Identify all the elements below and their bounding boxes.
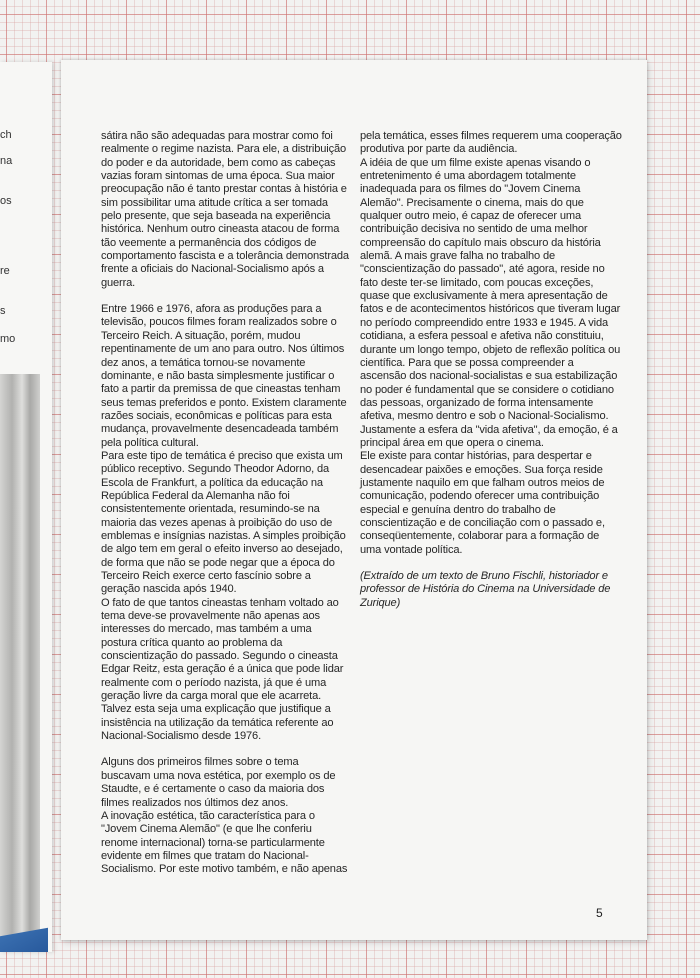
paragraph: A idéia de que um filme existe apenas visando o entretenimento é uma abordagem totalmente inadequada para os filmes do "Jovem Cinema Alemão". Precisamente o cinema, mais do que qualquer outro meio, é capaz de oferecer uma contribuição decisiva no sentido de uma melhor compreensão do capítulo mais obscuro da história alemã. A mais grave falha no trabalho de "conscientização do passado", até agora, reside no fato deste ter-se limitado, com poucas exceções, quase que exclusivamente à mera apresentação de fatos e de acontecimentos históricos que tiveram lugar no período compreendido entre 1933 e 1945. A vida cotidiana, a esfera pessoal e afetiva não constituiu, durante um longo tempo, objeto de reflexão política ou científica. Para que se possa compreender a ascensão dos nacional-socialistas e sua estabilização no poder é fundamental que se considere o cotidiano das pessoas, organizado de forma intensamente afetiva, mesmo dentro e sob o Nacional-Socialismo. Justamente a esfera da "vida afetiva", da emoção, é a principal área em que opera o cinema.: [360, 156, 621, 449]
left-page-photo: [0, 374, 40, 944]
page: [61, 60, 647, 940]
paragraph: A inovação estética, tão característica para o "Jovem Cinema Alemão" (e que lhe conferiu renome internacional) torna-se particularmente evidente em filmes que tratam do Nacional-Socialismo. Por este motivo também, e não apenas: [101, 809, 348, 876]
paragraph: Ele existe para contar histórias, para despertar e desencadear paixões e emoções. Sua força reside justamente naquilo em que falham outros meios de comunicação, podendo oferecer uma contribuição especial e genuína dentro do trabalho de conscientização e de conciliação com o passado e, conseqüentemente, colaborar para a formação de uma vontade política.: [360, 450, 605, 556]
left-page-fragment: mo: [0, 333, 16, 345]
paragraph: Entre 1966 e 1976, afora as produções para a televisão, poucos filmes foram realizados sobre o Terceiro Reich. A situação, porém, mudou repentinamente de um ano para outro. Nos últimos dez anos, a temática tornou-se novamente dominante, e não basta simplesmente justificar o fato a partir da premissa de que cineastas tenham seus temas preferidos e ponto. Existem claramente razões sociais, econômicas e políticas para esta mudança, provavelmente desencadeada também pela política cultural.: [101, 303, 347, 449]
column-left: [101, 130, 349, 877]
source-note: (Extraído de um texto de Bruno Fischli, historiador e professor de História do Cinema na Universidade de Zurique): [360, 570, 611, 609]
left-page-edge: [0, 62, 52, 952]
left-page-fragment: ch: [0, 129, 12, 141]
paragraph: sátira não são adequadas para mostrar como foi realmente o regime nazista. Para ele, a distribuição do poder e da autoridade, bem como as cabeças vazias foram sintomas de uma época. Sua maior preocupação não é tanto prestar contas à história e sim possibilitar uma atitude crítica a ser tomada pelo presente, que seja baseada na experiência histórica. Nenhum outro cineasta atacou de forma tão veemente a permanência dos códigos de comportamento fascista e a tolerância demonstrada frente a oficiais do Nacional-Socialismo após a guerra.: [101, 130, 349, 289]
left-page-fragment: s: [0, 305, 6, 317]
left-page-fragment: os: [0, 195, 12, 207]
paragraph: Para este tipo de temática é preciso que exista um público receptivo. Segundo Theodor Adorno, da Escola de Frankfurt, a política da educação na República Federal da Alemanha não foi consistentemente orientada, resumindo-se na maioria das vezes apenas à proibição do uso de emblemas e insígnias nazistas. A simples proibição de algo tem em geral o efeito inverso ao desejado, de forma que não se pode negar que a época do Terceiro Reich exerce certo fascínio sobre a geração nascida após 1940.: [101, 449, 346, 596]
page-number: 5: [596, 906, 603, 920]
paragraph: Alguns dos primeiros filmes sobre o tema buscavam uma nova estética, por exemplo os de Staudte, e é certamente o caso da maioria dos filmes realizados nos últimos dez anos.: [101, 756, 336, 809]
left-page-fragment: na: [0, 155, 13, 167]
paragraph: pela temática, esses filmes requerem uma cooperação produtiva por parte da audiência.: [360, 130, 622, 156]
column-right: [360, 130, 622, 610]
paragraph: O fato de que tantos cineastas tenham voltado ao tema deve-se provavelmente não apenas aos interesses do mercado, mas também a uma postura crítica quanto ao problema da conscientização do passado. Segundo o cineasta Edgar Reitz, esta geração é a única que pode lidar realmente com o período nazista, já que é uma geração livre da carga moral que ele acarreta. Talvez esta seja uma explicação que justifique a insistência na utilização da temática referente ao Nacional-Socialismo desde 1976.: [101, 596, 344, 743]
left-page-fragment: re: [0, 265, 10, 277]
